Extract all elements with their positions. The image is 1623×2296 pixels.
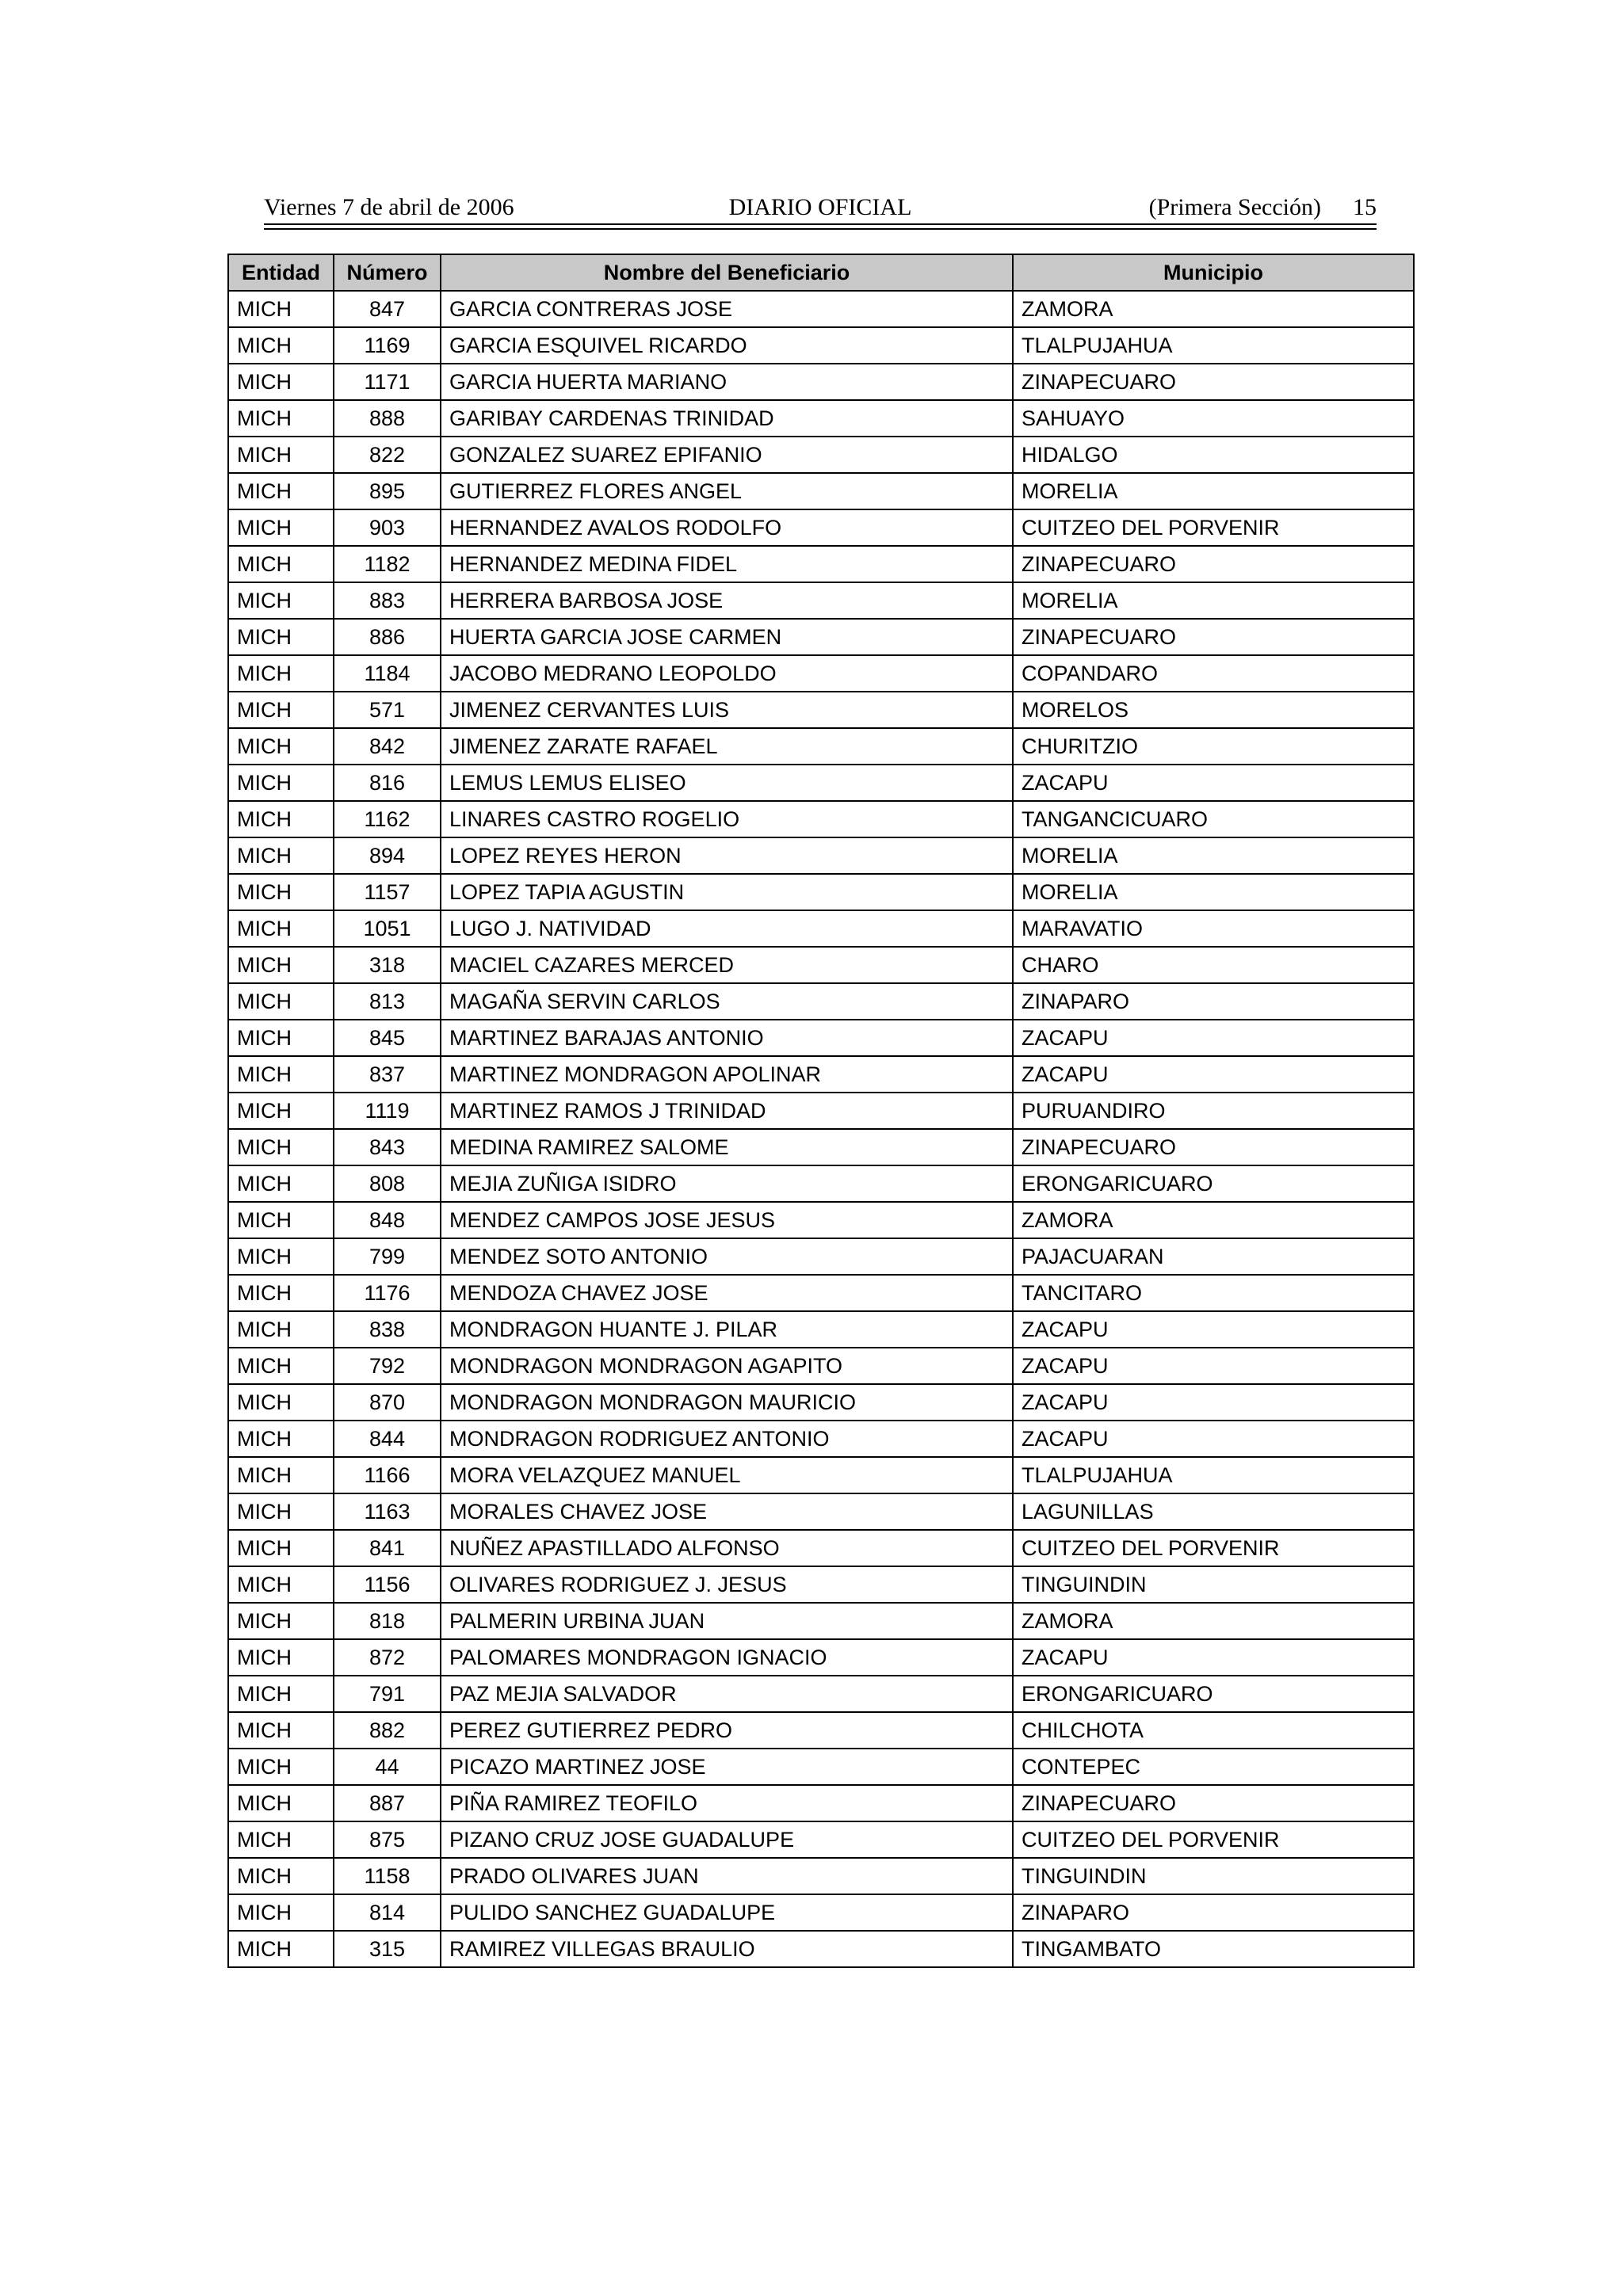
cell-numero: 818: [334, 1603, 441, 1639]
cell-numero: 842: [334, 728, 441, 765]
cell-municipio: TANGANCICUARO: [1013, 801, 1414, 837]
table-row: [228, 1457, 1414, 1493]
cell-municipio: HIDALGO: [1013, 437, 1414, 473]
cell-nombre: PALMERIN URBINA JUAN: [441, 1603, 1013, 1639]
cell-municipio: TLALPUJAHUA: [1013, 1457, 1414, 1493]
cell-numero: 1169: [334, 327, 441, 364]
cell-nombre: HERRERA BARBOSA JOSE: [441, 582, 1013, 619]
cell-municipio: CUITZEO DEL PORVENIR: [1013, 509, 1414, 546]
table-row: [228, 1493, 1414, 1530]
cell-municipio: ZINAPARO: [1013, 983, 1414, 1020]
cell-numero: 895: [334, 473, 441, 509]
column-header-municipio: Municipio: [1013, 254, 1414, 291]
cell-entidad: MICH: [228, 509, 334, 546]
cell-municipio: CUITZEO DEL PORVENIR: [1013, 1821, 1414, 1858]
cell-numero: 792: [334, 1348, 441, 1384]
cell-municipio: ZINAPECUARO: [1013, 1129, 1414, 1165]
table-row: [228, 1238, 1414, 1275]
cell-municipio: CHARO: [1013, 947, 1414, 983]
cell-municipio: TLALPUJAHUA: [1013, 327, 1414, 364]
cell-numero: 808: [334, 1165, 441, 1202]
cell-numero: 814: [334, 1894, 441, 1931]
cell-entidad: MICH: [228, 692, 334, 728]
cell-municipio: ZACAPU: [1013, 1020, 1414, 1056]
cell-entidad: MICH: [228, 947, 334, 983]
cell-municipio: ZAMORA: [1013, 1202, 1414, 1238]
table-row: [228, 1566, 1414, 1603]
header-rule-bottom: [264, 228, 1377, 230]
table-row: [228, 1858, 1414, 1894]
cell-nombre: JACOBO MEDRANO LEOPOLDO: [441, 655, 1013, 692]
cell-entidad: MICH: [228, 1858, 334, 1894]
cell-nombre: GARCIA ESQUIVEL RICARDO: [441, 327, 1013, 364]
cell-entidad: MICH: [228, 1421, 334, 1457]
cell-nombre: GARCIA HUERTA MARIANO: [441, 364, 1013, 400]
cell-municipio: TINGUINDIN: [1013, 1566, 1414, 1603]
table-row: [228, 1129, 1414, 1165]
cell-municipio: ZACAPU: [1013, 765, 1414, 801]
cell-numero: 315: [334, 1931, 441, 1967]
cell-municipio: SAHUAYO: [1013, 400, 1414, 437]
beneficiary-table: [227, 254, 1415, 1968]
cell-municipio: MORELIA: [1013, 837, 1414, 874]
cell-entidad: MICH: [228, 1749, 334, 1785]
cell-numero: 1163: [334, 1493, 441, 1530]
cell-numero: 838: [334, 1311, 441, 1348]
cell-entidad: MICH: [228, 1165, 334, 1202]
cell-numero: 882: [334, 1712, 441, 1749]
cell-numero: 1166: [334, 1457, 441, 1493]
cell-numero: 841: [334, 1530, 441, 1566]
cell-municipio: COPANDARO: [1013, 655, 1414, 692]
cell-municipio: ZACAPU: [1013, 1639, 1414, 1676]
cell-numero: 870: [334, 1384, 441, 1421]
table-row: [228, 1785, 1414, 1821]
cell-numero: 1157: [334, 874, 441, 910]
cell-entidad: MICH: [228, 364, 334, 400]
cell-numero: 791: [334, 1676, 441, 1712]
table-row: [228, 1384, 1414, 1421]
table-row: [228, 1421, 1414, 1457]
cell-entidad: MICH: [228, 437, 334, 473]
table-row: [228, 1676, 1414, 1712]
cell-entidad: MICH: [228, 910, 334, 947]
cell-nombre: NUÑEZ APASTILLADO ALFONSO: [441, 1530, 1013, 1566]
cell-nombre: MARTINEZ MONDRAGON APOLINAR: [441, 1056, 1013, 1093]
cell-entidad: MICH: [228, 1093, 334, 1129]
page-header: [264, 192, 1377, 223]
table-row: [228, 983, 1414, 1020]
cell-nombre: LOPEZ REYES HERON: [441, 837, 1013, 874]
table-row: [228, 1165, 1414, 1202]
cell-entidad: MICH: [228, 1785, 334, 1821]
cell-nombre: HUERTA GARCIA JOSE CARMEN: [441, 619, 1013, 655]
cell-nombre: PICAZO MARTINEZ JOSE: [441, 1749, 1013, 1785]
cell-entidad: MICH: [228, 874, 334, 910]
cell-entidad: MICH: [228, 1129, 334, 1165]
cell-nombre: PIÑA RAMIREZ TEOFILO: [441, 1785, 1013, 1821]
cell-municipio: ZACAPU: [1013, 1421, 1414, 1457]
cell-nombre: MENDEZ SOTO ANTONIO: [441, 1238, 1013, 1275]
cell-entidad: MICH: [228, 1931, 334, 1967]
table-row: [228, 1603, 1414, 1639]
cell-nombre: RAMIREZ VILLEGAS BRAULIO: [441, 1931, 1013, 1967]
cell-nombre: MONDRAGON RODRIGUEZ ANTONIO: [441, 1421, 1013, 1457]
table-row: [228, 765, 1414, 801]
cell-entidad: MICH: [228, 1821, 334, 1858]
cell-municipio: ZINAPECUARO: [1013, 1785, 1414, 1821]
cell-numero: 903: [334, 509, 441, 546]
cell-entidad: MICH: [228, 1457, 334, 1493]
cell-municipio: ZINAPARO: [1013, 1894, 1414, 1931]
cell-municipio: ZACAPU: [1013, 1056, 1414, 1093]
table-row: [228, 837, 1414, 874]
cell-numero: 799: [334, 1238, 441, 1275]
cell-nombre: MAGAÑA SERVIN CARLOS: [441, 983, 1013, 1020]
cell-nombre: MORALES CHAVEZ JOSE: [441, 1493, 1013, 1530]
cell-municipio: ZINAPECUARO: [1013, 546, 1414, 582]
table-row: [228, 1821, 1414, 1858]
cell-municipio: TINGAMBATO: [1013, 1931, 1414, 1967]
cell-nombre: LEMUS LEMUS ELISEO: [441, 765, 1013, 801]
column-header-numero: Número: [334, 254, 441, 291]
cell-numero: 1182: [334, 546, 441, 582]
table-row: [228, 364, 1414, 400]
cell-nombre: MEJIA ZUÑIGA ISIDRO: [441, 1165, 1013, 1202]
table-row: [228, 874, 1414, 910]
cell-nombre: MONDRAGON MONDRAGON MAURICIO: [441, 1384, 1013, 1421]
cell-entidad: MICH: [228, 801, 334, 837]
cell-entidad: MICH: [228, 546, 334, 582]
cell-nombre: MARTINEZ BARAJAS ANTONIO: [441, 1020, 1013, 1056]
cell-entidad: MICH: [228, 1020, 334, 1056]
table-row: [228, 1712, 1414, 1749]
table-row: [228, 473, 1414, 509]
cell-nombre: MACIEL CAZARES MERCED: [441, 947, 1013, 983]
cell-nombre: MEDINA RAMIREZ SALOME: [441, 1129, 1013, 1165]
table-row: [228, 582, 1414, 619]
table-row: [228, 619, 1414, 655]
cell-numero: 1171: [334, 364, 441, 400]
cell-municipio: ZACAPU: [1013, 1348, 1414, 1384]
cell-entidad: MICH: [228, 1894, 334, 1931]
cell-municipio: CHILCHOTA: [1013, 1712, 1414, 1749]
cell-numero: 318: [334, 947, 441, 983]
cell-nombre: JIMENEZ ZARATE RAFAEL: [441, 728, 1013, 765]
table-row: [228, 692, 1414, 728]
table-row: [228, 291, 1414, 327]
cell-entidad: MICH: [228, 1530, 334, 1566]
cell-entidad: MICH: [228, 619, 334, 655]
header-section: (Primera Sección): [1148, 194, 1321, 220]
cell-entidad: MICH: [228, 655, 334, 692]
cell-numero: 571: [334, 692, 441, 728]
cell-nombre: PALOMARES MONDRAGON IGNACIO: [441, 1639, 1013, 1676]
table-row: [228, 947, 1414, 983]
cell-entidad: MICH: [228, 1639, 334, 1676]
cell-municipio: ZAMORA: [1013, 291, 1414, 327]
cell-municipio: ZINAPECUARO: [1013, 619, 1414, 655]
table-row: [228, 509, 1414, 546]
cell-numero: 1176: [334, 1275, 441, 1311]
cell-municipio: ZINAPECUARO: [1013, 364, 1414, 400]
cell-municipio: CONTEPEC: [1013, 1749, 1414, 1785]
cell-entidad: MICH: [228, 1311, 334, 1348]
cell-numero: 822: [334, 437, 441, 473]
column-header-nombre: Nombre del Beneficiario: [441, 254, 1013, 291]
cell-nombre: GUTIERREZ FLORES ANGEL: [441, 473, 1013, 509]
cell-entidad: MICH: [228, 1202, 334, 1238]
cell-municipio: ZACAPU: [1013, 1384, 1414, 1421]
cell-nombre: GARCIA CONTRERAS JOSE: [441, 291, 1013, 327]
table-body: [228, 291, 1414, 1967]
cell-municipio: CUITZEO DEL PORVENIR: [1013, 1530, 1414, 1566]
cell-nombre: PULIDO SANCHEZ GUADALUPE: [441, 1894, 1013, 1931]
cell-nombre: LINARES CASTRO ROGELIO: [441, 801, 1013, 837]
cell-numero: 888: [334, 400, 441, 437]
cell-numero: 872: [334, 1639, 441, 1676]
cell-numero: 44: [334, 1749, 441, 1785]
cell-entidad: MICH: [228, 291, 334, 327]
cell-numero: 848: [334, 1202, 441, 1238]
cell-entidad: MICH: [228, 327, 334, 364]
cell-entidad: MICH: [228, 1384, 334, 1421]
table-row: [228, 1093, 1414, 1129]
table-header-row: [228, 254, 1414, 291]
cell-numero: 847: [334, 291, 441, 327]
table-row: [228, 400, 1414, 437]
cell-numero: 1051: [334, 910, 441, 947]
cell-nombre: MARTINEZ RAMOS J TRINIDAD: [441, 1093, 1013, 1129]
cell-entidad: MICH: [228, 1238, 334, 1275]
table-row: [228, 1894, 1414, 1931]
cell-entidad: MICH: [228, 1493, 334, 1530]
table-row: [228, 1275, 1414, 1311]
table-row: [228, 1348, 1414, 1384]
table-row: [228, 1931, 1414, 1967]
cell-numero: 886: [334, 619, 441, 655]
table-row: [228, 1749, 1414, 1785]
cell-nombre: PEREZ GUTIERREZ PEDRO: [441, 1712, 1013, 1749]
table-row: [228, 655, 1414, 692]
cell-numero: 1162: [334, 801, 441, 837]
cell-numero: 1158: [334, 1858, 441, 1894]
cell-nombre: GARIBAY CARDENAS TRINIDAD: [441, 400, 1013, 437]
header-date: Viernes 7 de abril de 2006: [264, 194, 514, 220]
table-row: [228, 1311, 1414, 1348]
cell-nombre: PRADO OLIVARES JUAN: [441, 1858, 1013, 1894]
cell-nombre: MORA VELAZQUEZ MANUEL: [441, 1457, 1013, 1493]
header-publication: DIARIO OFICIAL: [728, 194, 912, 220]
table-row: [228, 801, 1414, 837]
cell-nombre: LUGO J. NATIVIDAD: [441, 910, 1013, 947]
cell-municipio: ZACAPU: [1013, 1311, 1414, 1348]
table-row: [228, 546, 1414, 582]
cell-numero: 883: [334, 582, 441, 619]
cell-municipio: MORELIA: [1013, 582, 1414, 619]
cell-nombre: MENDEZ CAMPOS JOSE JESUS: [441, 1202, 1013, 1238]
cell-entidad: MICH: [228, 1712, 334, 1749]
cell-municipio: MORELOS: [1013, 692, 1414, 728]
table-row: [228, 437, 1414, 473]
cell-entidad: MICH: [228, 400, 334, 437]
header-rule-top: [264, 223, 1377, 225]
cell-entidad: MICH: [228, 1275, 334, 1311]
cell-numero: 875: [334, 1821, 441, 1858]
cell-numero: 816: [334, 765, 441, 801]
cell-municipio: ERONGARICUARO: [1013, 1165, 1414, 1202]
cell-numero: 843: [334, 1129, 441, 1165]
cell-nombre: PIZANO CRUZ JOSE GUADALUPE: [441, 1821, 1013, 1858]
cell-municipio: ERONGARICUARO: [1013, 1676, 1414, 1712]
cell-numero: 837: [334, 1056, 441, 1093]
cell-nombre: OLIVARES RODRIGUEZ J. JESUS: [441, 1566, 1013, 1603]
cell-numero: 894: [334, 837, 441, 874]
table-row: [228, 1530, 1414, 1566]
cell-entidad: MICH: [228, 473, 334, 509]
cell-municipio: PURUANDIRO: [1013, 1093, 1414, 1129]
cell-nombre: LOPEZ TAPIA AGUSTIN: [441, 874, 1013, 910]
cell-nombre: HERNANDEZ MEDINA FIDEL: [441, 546, 1013, 582]
table-row: [228, 728, 1414, 765]
cell-municipio: CHURITZIO: [1013, 728, 1414, 765]
cell-municipio: LAGUNILLAS: [1013, 1493, 1414, 1530]
cell-entidad: MICH: [228, 837, 334, 874]
table-row: [228, 1056, 1414, 1093]
cell-municipio: TANCITARO: [1013, 1275, 1414, 1311]
cell-municipio: TINGUINDIN: [1013, 1858, 1414, 1894]
cell-entidad: MICH: [228, 983, 334, 1020]
cell-nombre: JIMENEZ CERVANTES LUIS: [441, 692, 1013, 728]
cell-municipio: ZAMORA: [1013, 1603, 1414, 1639]
cell-numero: 887: [334, 1785, 441, 1821]
cell-nombre: MENDOZA CHAVEZ JOSE: [441, 1275, 1013, 1311]
cell-entidad: MICH: [228, 582, 334, 619]
table-row: [228, 1639, 1414, 1676]
cell-numero: 1184: [334, 655, 441, 692]
cell-numero: 813: [334, 983, 441, 1020]
column-header-entidad: Entidad: [228, 254, 334, 291]
cell-municipio: MORELIA: [1013, 874, 1414, 910]
cell-entidad: MICH: [228, 765, 334, 801]
cell-entidad: MICH: [228, 1566, 334, 1603]
cell-municipio: MARAVATIO: [1013, 910, 1414, 947]
cell-nombre: HERNANDEZ AVALOS RODOLFO: [441, 509, 1013, 546]
table-row: [228, 327, 1414, 364]
cell-nombre: GONZALEZ SUAREZ EPIFANIO: [441, 437, 1013, 473]
cell-numero: 844: [334, 1421, 441, 1457]
cell-entidad: MICH: [228, 1348, 334, 1384]
cell-entidad: MICH: [228, 1603, 334, 1639]
table-row: [228, 1202, 1414, 1238]
cell-municipio: MORELIA: [1013, 473, 1414, 509]
cell-entidad: MICH: [228, 1676, 334, 1712]
cell-nombre: MONDRAGON MONDRAGON AGAPITO: [441, 1348, 1013, 1384]
cell-municipio: PAJACUARAN: [1013, 1238, 1414, 1275]
cell-nombre: MONDRAGON HUANTE J. PILAR: [441, 1311, 1013, 1348]
cell-numero: 1119: [334, 1093, 441, 1129]
table-row: [228, 1020, 1414, 1056]
table-row: [228, 910, 1414, 947]
cell-numero: 845: [334, 1020, 441, 1056]
cell-numero: 1156: [334, 1566, 441, 1603]
header-page-number: 15: [1353, 194, 1377, 220]
cell-entidad: MICH: [228, 728, 334, 765]
cell-entidad: MICH: [228, 1056, 334, 1093]
cell-nombre: PAZ MEJIA SALVADOR: [441, 1676, 1013, 1712]
